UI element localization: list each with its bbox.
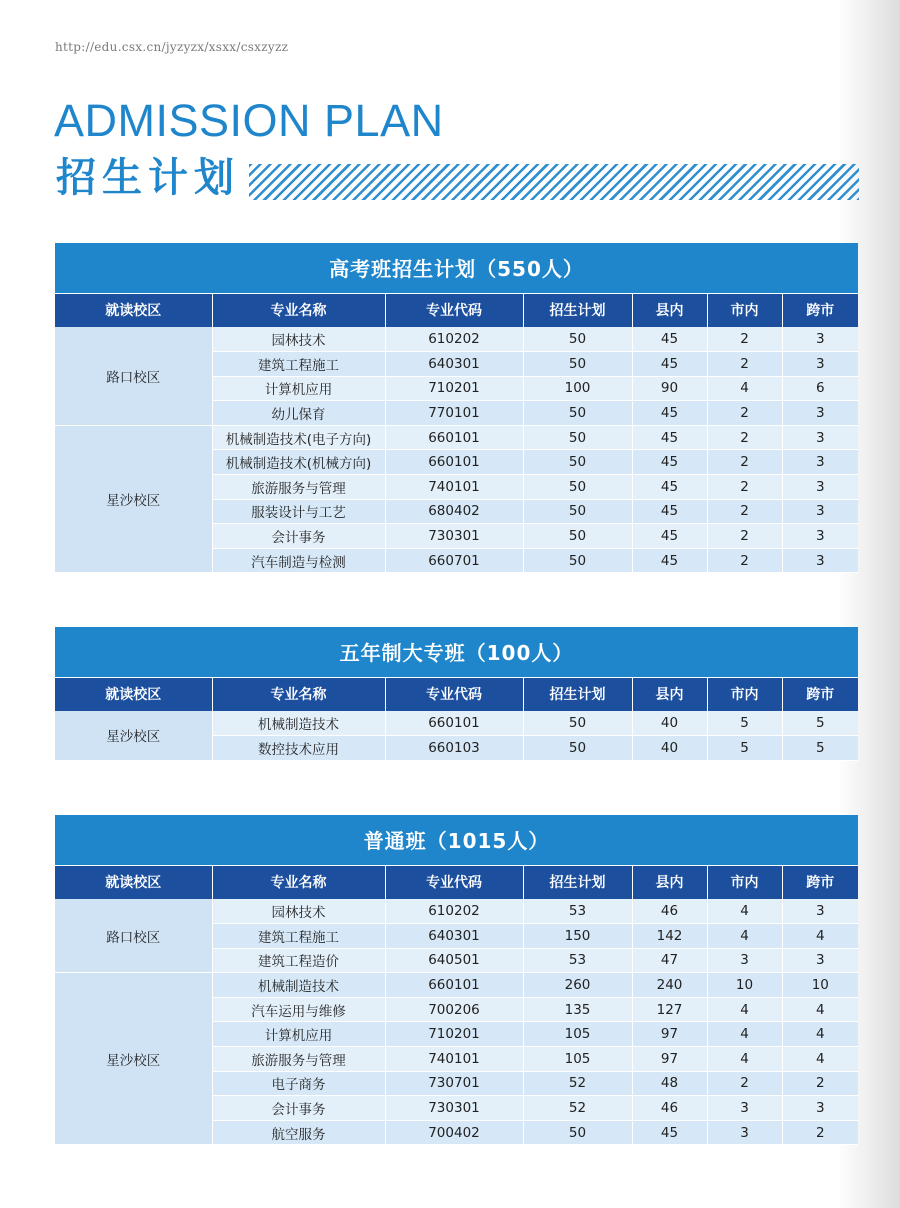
major-name: 园林技术 (212, 327, 385, 352)
header-county: 县内 (632, 677, 707, 711)
header-major: 专业名称 (212, 865, 385, 899)
cross-city-count: 4 (782, 997, 858, 1022)
major-name: 旅游服务与管理 (212, 1047, 385, 1072)
major-name: 幼儿保育 (212, 401, 385, 426)
header-county: 县内 (632, 865, 707, 899)
header-major: 专业名称 (212, 293, 385, 327)
major-name: 机械制造技术 (212, 711, 385, 736)
admission-table-five-year (55, 627, 858, 761)
header-plan: 招生计划 (523, 677, 632, 711)
major-code: 730301 (385, 524, 523, 549)
major-name: 机械制造技术(电子方向) (212, 425, 385, 450)
major-name: 会计事务 (212, 1096, 385, 1121)
major-code: 660101 (385, 711, 523, 736)
major-name: 园林技术 (212, 899, 385, 924)
table-row (55, 899, 858, 924)
header-code: 专业代码 (385, 677, 523, 711)
plan-count: 100 (523, 376, 632, 401)
cross-city-count: 5 (782, 711, 858, 736)
major-name: 数控技术应用 (212, 736, 385, 761)
cross-city-count: 3 (782, 548, 858, 573)
cross-city-count: 3 (782, 475, 858, 500)
page-title-english: ADMISSION PLAN (54, 95, 444, 146)
cross-city-count: 3 (782, 948, 858, 973)
campus-cell: 路口校区 (55, 899, 212, 973)
major-name: 计算机应用 (212, 376, 385, 401)
header-campus: 就读校区 (55, 865, 212, 899)
plan-count: 50 (523, 352, 632, 377)
plan-count: 50 (523, 401, 632, 426)
major-name: 建筑工程施工 (212, 924, 385, 949)
header-code: 专业代码 (385, 293, 523, 327)
table-body (55, 711, 858, 760)
county-count: 45 (632, 401, 707, 426)
city-count: 2 (707, 401, 782, 426)
cross-city-count: 4 (782, 1047, 858, 1072)
major-name: 旅游服务与管理 (212, 475, 385, 500)
major-code: 610202 (385, 327, 523, 352)
county-count: 46 (632, 1096, 707, 1121)
county-count: 97 (632, 1022, 707, 1047)
title-stripe-decoration (249, 164, 859, 200)
city-count: 2 (707, 327, 782, 352)
plan-count: 52 (523, 1071, 632, 1096)
major-code: 700206 (385, 997, 523, 1022)
header-city: 市内 (707, 293, 782, 327)
plan-count: 50 (523, 425, 632, 450)
major-name: 建筑工程施工 (212, 352, 385, 377)
county-count: 45 (632, 352, 707, 377)
header-cross-city: 跨市 (782, 865, 858, 899)
major-code: 740101 (385, 475, 523, 500)
city-count: 4 (707, 899, 782, 924)
table-header-row (55, 865, 858, 899)
major-name: 机械制造技术 (212, 973, 385, 998)
county-count: 240 (632, 973, 707, 998)
admission-table-gaokao (55, 243, 858, 573)
major-code: 730701 (385, 1071, 523, 1096)
plan-count: 135 (523, 997, 632, 1022)
cross-city-count: 10 (782, 973, 858, 998)
county-count: 40 (632, 736, 707, 761)
plan-count: 50 (523, 736, 632, 761)
page-title-chinese: 招生计划 (56, 155, 240, 201)
city-count: 2 (707, 499, 782, 524)
major-code: 660101 (385, 973, 523, 998)
city-count: 4 (707, 997, 782, 1022)
table-row (55, 973, 858, 998)
county-count: 97 (632, 1047, 707, 1072)
plan-count: 50 (523, 548, 632, 573)
city-count: 4 (707, 1022, 782, 1047)
county-count: 45 (632, 327, 707, 352)
header-city: 市内 (707, 865, 782, 899)
plan-count: 50 (523, 450, 632, 475)
header-county: 县内 (632, 293, 707, 327)
county-count: 127 (632, 997, 707, 1022)
table-body (55, 327, 858, 573)
major-code: 660101 (385, 425, 523, 450)
city-count: 3 (707, 1096, 782, 1121)
major-name: 航空服务 (212, 1120, 385, 1145)
county-count: 46 (632, 899, 707, 924)
plan-count: 50 (523, 711, 632, 736)
county-count: 45 (632, 425, 707, 450)
campus-cell: 星沙校区 (55, 425, 212, 573)
plan-count: 50 (523, 499, 632, 524)
header-plan: 招生计划 (523, 865, 632, 899)
major-code: 640501 (385, 948, 523, 973)
county-count: 45 (632, 548, 707, 573)
plan-count: 53 (523, 899, 632, 924)
major-name: 服装设计与工艺 (212, 499, 385, 524)
major-code: 640301 (385, 352, 523, 377)
header-campus: 就读校区 (55, 677, 212, 711)
major-code: 680402 (385, 499, 523, 524)
city-count: 3 (707, 948, 782, 973)
cross-city-count: 3 (782, 899, 858, 924)
source-url: http://edu.csx.cn/jyzyzx/xsxx/csxzyzz (55, 40, 289, 54)
table-title: 高考班招生计划（550人） (55, 243, 858, 293)
table-header-row (55, 293, 858, 327)
city-count: 2 (707, 524, 782, 549)
county-count: 47 (632, 948, 707, 973)
cross-city-count: 3 (782, 352, 858, 377)
cross-city-count: 3 (782, 1096, 858, 1121)
major-code: 660701 (385, 548, 523, 573)
header-plan: 招生计划 (523, 293, 632, 327)
table-row (55, 327, 858, 352)
city-count: 3 (707, 1120, 782, 1145)
city-count: 5 (707, 711, 782, 736)
plan-count: 105 (523, 1047, 632, 1072)
county-count: 90 (632, 376, 707, 401)
header-major: 专业名称 (212, 677, 385, 711)
cross-city-count: 3 (782, 499, 858, 524)
cross-city-count: 2 (782, 1120, 858, 1145)
plan-count: 53 (523, 948, 632, 973)
city-count: 4 (707, 1047, 782, 1072)
cross-city-count: 3 (782, 450, 858, 475)
major-name: 汽车运用与维修 (212, 997, 385, 1022)
county-count: 45 (632, 450, 707, 475)
city-count: 2 (707, 425, 782, 450)
header-cross-city: 跨市 (782, 677, 858, 711)
cross-city-count: 3 (782, 401, 858, 426)
county-count: 45 (632, 524, 707, 549)
plan-count: 50 (523, 524, 632, 549)
county-count: 142 (632, 924, 707, 949)
header-campus: 就读校区 (55, 293, 212, 327)
table-row (55, 425, 858, 450)
table-title: 五年制大专班（100人） (55, 627, 858, 677)
city-count: 2 (707, 548, 782, 573)
cross-city-count: 4 (782, 1022, 858, 1047)
major-name: 会计事务 (212, 524, 385, 549)
campus-cell: 星沙校区 (55, 973, 212, 1145)
city-count: 2 (707, 475, 782, 500)
county-count: 45 (632, 1120, 707, 1145)
city-count: 2 (707, 450, 782, 475)
major-code: 730301 (385, 1096, 523, 1121)
cross-city-count: 3 (782, 425, 858, 450)
major-code: 740101 (385, 1047, 523, 1072)
header-code: 专业代码 (385, 865, 523, 899)
plan-count: 260 (523, 973, 632, 998)
plan-count: 105 (523, 1022, 632, 1047)
city-count: 4 (707, 924, 782, 949)
major-code: 640301 (385, 924, 523, 949)
major-code: 710201 (385, 1022, 523, 1047)
county-count: 40 (632, 711, 707, 736)
major-name: 计算机应用 (212, 1022, 385, 1047)
city-count: 4 (707, 376, 782, 401)
table-title: 普通班（1015人） (55, 815, 858, 865)
major-code: 700402 (385, 1120, 523, 1145)
cross-city-count: 3 (782, 524, 858, 549)
admission-table-regular (55, 815, 858, 1145)
campus-cell: 星沙校区 (55, 711, 212, 760)
cross-city-count: 4 (782, 924, 858, 949)
cross-city-count: 6 (782, 376, 858, 401)
major-name: 汽车制造与检测 (212, 548, 385, 573)
city-count: 10 (707, 973, 782, 998)
header-city: 市内 (707, 677, 782, 711)
major-code: 660103 (385, 736, 523, 761)
table-header-row (55, 677, 858, 711)
cross-city-count: 3 (782, 327, 858, 352)
plan-count: 52 (523, 1096, 632, 1121)
table-row (55, 711, 858, 736)
major-code: 770101 (385, 401, 523, 426)
cross-city-count: 5 (782, 736, 858, 761)
plan-count: 50 (523, 475, 632, 500)
plan-count: 50 (523, 1120, 632, 1145)
table-body (55, 899, 858, 1145)
city-count: 2 (707, 352, 782, 377)
cross-city-count: 2 (782, 1071, 858, 1096)
major-name: 机械制造技术(机械方向) (212, 450, 385, 475)
plan-count: 150 (523, 924, 632, 949)
major-code: 660101 (385, 450, 523, 475)
county-count: 45 (632, 499, 707, 524)
header-cross-city: 跨市 (782, 293, 858, 327)
plan-count: 50 (523, 327, 632, 352)
major-code: 610202 (385, 899, 523, 924)
campus-cell: 路口校区 (55, 327, 212, 425)
major-name: 电子商务 (212, 1071, 385, 1096)
city-count: 5 (707, 736, 782, 761)
county-count: 45 (632, 475, 707, 500)
city-count: 2 (707, 1071, 782, 1096)
county-count: 48 (632, 1071, 707, 1096)
major-name: 建筑工程造价 (212, 948, 385, 973)
major-code: 710201 (385, 376, 523, 401)
